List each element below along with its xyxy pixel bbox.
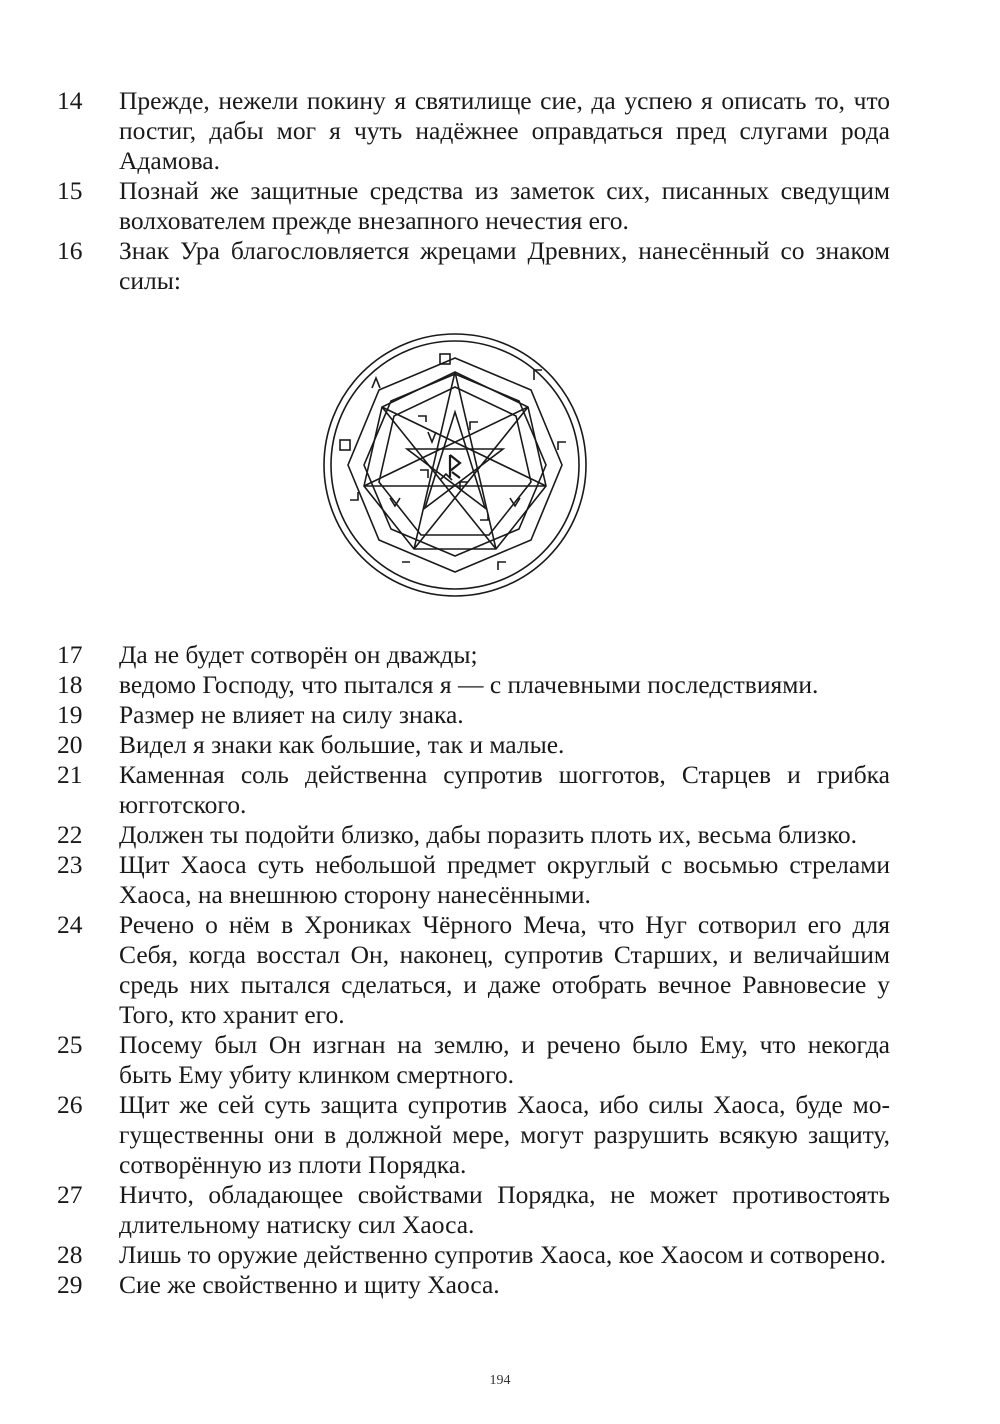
verse-text: Да не будет сотворён он дважды; bbox=[119, 640, 478, 669]
verse-text: Размер не влияет на силу знака. bbox=[119, 700, 464, 729]
page-number: 194 bbox=[489, 1373, 511, 1388]
verse-19 bbox=[57, 700, 890, 730]
verse-text: ведомо Господу, что пытался я — с плачевными последствиями. bbox=[119, 670, 819, 699]
verse-number: 18 bbox=[57, 670, 83, 699]
verse-17 bbox=[57, 640, 890, 670]
verse-text: Знак Ура благословляется жрецами Древних, нанесённый со знаком силы: bbox=[119, 236, 890, 295]
verses-top bbox=[57, 86, 890, 296]
verse-text: Ничто, обладающее свойствами Порядка, не может противостоять длительному натиску сил Хаоса. bbox=[119, 1180, 890, 1239]
verse-number: 20 bbox=[57, 730, 83, 759]
verse-text: Познай же защитные средства из заметок сих, писанных сведущим волхователем прежде внезапного нечестия его. bbox=[119, 176, 890, 235]
verse-24 bbox=[57, 910, 890, 1030]
verse-21 bbox=[57, 760, 890, 820]
verse-22 bbox=[57, 820, 890, 850]
verse-number: 29 bbox=[57, 1270, 83, 1299]
verse-text: Щит Хаоса суть небольшой предмет округлый с восьмью стрелами Хаоса, на внешнюю сторону нанесёнными. bbox=[119, 850, 890, 909]
verse-27 bbox=[57, 1180, 890, 1240]
verse-number: 24 bbox=[57, 910, 83, 939]
verse-text: Видел я знаки как большие, так и малые. bbox=[119, 730, 565, 759]
verse-23 bbox=[57, 850, 890, 910]
verse-number: 27 bbox=[57, 1180, 83, 1209]
verse-number: 23 bbox=[57, 850, 83, 879]
verse-20 bbox=[57, 730, 890, 760]
verse-text: Должен ты подойти близко, дабы поразить плоть их, весьма близко. bbox=[119, 820, 858, 849]
verse-text: Сие же свойственно и щиту Хаоса. bbox=[119, 1270, 500, 1299]
verse-26 bbox=[57, 1090, 890, 1180]
verse-15 bbox=[57, 176, 890, 236]
verse-text: Речено о нём в Хрониках Чёрного Меча, что Нуг сотворил его для Себя, когда восстал Он, наконец, супротив Старших, и величайшим средь них пытался сделаться, и даже отобрать вечное Равновесие у Того, кто хранит его. bbox=[119, 910, 890, 1029]
verses-bottom bbox=[57, 640, 890, 1300]
verse-text: Щит же сей суть защита супротив Хаоса, ибо силы Хаоса, буде могущественны они в должной мере, могут разрушить всякую защиту, сотворённую из плоти Порядка. bbox=[119, 1090, 890, 1179]
elder-sign-sigil-icon bbox=[320, 330, 590, 600]
verse-text: Прежде, нежели покину я святилище сие, да успею я описать то, что постиг, дабы мог я чуть надёжнее оправдаться пред слугами рода Адамова. bbox=[119, 86, 890, 175]
verse-text: Лишь то оружие действенно супротив Хаоса, кое Хаосом и сотворено. bbox=[119, 1240, 887, 1269]
verse-text: Посему был Он изгнан на землю, и речено было Ему, что некогда быть Ему убиту клинком смертного. bbox=[119, 1030, 890, 1089]
verse-text: Каменная соль действенна супротив шогготов, Старцев и грибка югготского. bbox=[119, 760, 890, 819]
verse-29 bbox=[57, 1270, 890, 1300]
verse-number: 19 bbox=[57, 700, 83, 729]
verse-number: 21 bbox=[57, 760, 83, 789]
verse-28 bbox=[57, 1240, 890, 1270]
verse-14 bbox=[57, 86, 890, 176]
verse-number: 28 bbox=[57, 1240, 83, 1269]
verse-number: 16 bbox=[57, 236, 83, 265]
verse-number: 14 bbox=[57, 86, 83, 115]
verse-number: 25 bbox=[57, 1030, 83, 1059]
verse-number: 26 bbox=[57, 1090, 83, 1119]
verse-number: 22 bbox=[57, 820, 83, 849]
verse-18 bbox=[57, 670, 890, 700]
verse-number: 17 bbox=[57, 640, 83, 669]
verse-number: 15 bbox=[57, 176, 83, 205]
verse-16 bbox=[57, 236, 890, 296]
verse-25 bbox=[57, 1030, 890, 1090]
